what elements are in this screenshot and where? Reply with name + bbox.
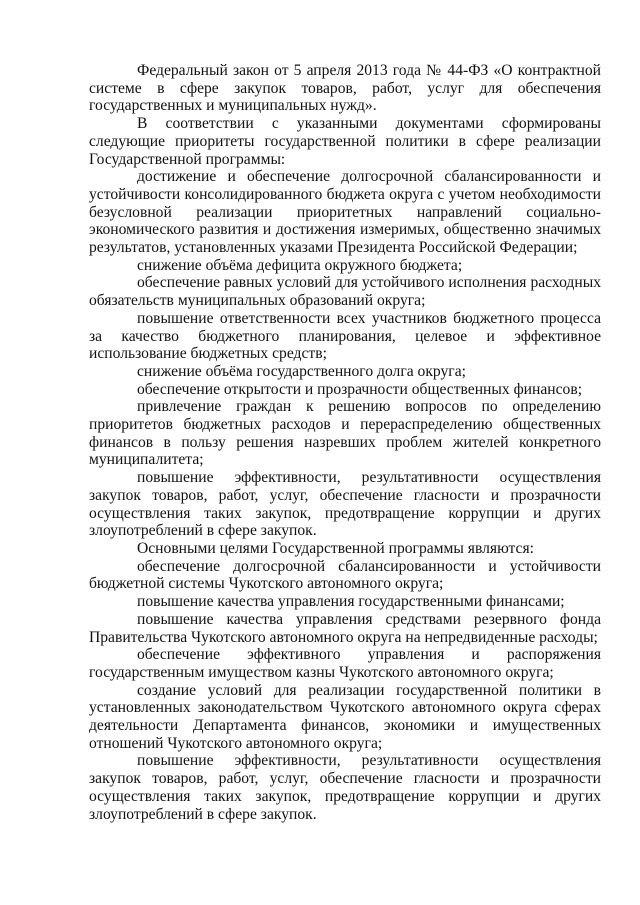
paragraph-goal-balance: обеспечение долгосрочной сбалансированности и устойчивости бюджетной системы Чукотского автономного округа;: [89, 557, 601, 593]
paragraph-goal-property: обеспечение эффективного управления и распоряжения государственным имуществом казны Чукотского автономного округа;: [89, 646, 601, 681]
paragraph-priority-transparency: обеспечение открытости и прозрачности общественных финансов;: [137, 380, 583, 398]
paragraph-priorities-intro: В соответствии с указанными документами сформированы следующие приоритеты государственной политики в сфере реализации Государственной программы:: [89, 115, 601, 168]
paragraph-goal-reserve-fund: повышение качества управления средствами резервного фонда Правительства Чукотского автономного округа на непредвиденные расходы;: [89, 610, 601, 646]
paragraph-priority-debt: снижение объёма государственного долга округа;: [137, 362, 466, 380]
document-body: [89, 62, 601, 823]
paragraph-priority-procurement: повышение эффективности, результативности осуществления закупок товаров, работ, услуг, обеспечение гласности и прозрачности осуществления таких закупок, предотвращение коррупции и других злоупотреблений в сфере закупок.: [89, 469, 601, 540]
paragraph-goal-department: создание условий для реализации государственной политики в установленных законодательством Чукотского автономного округа сферах деятельности Департамента финансов, экономики и имущественных отношений Чукотского автономного округа;: [89, 681, 601, 752]
paragraph-priority-citizens: привлечение граждан к решению вопросов по определению приоритетов бюджетных расходов и перераспределению общественных финансов в пользу решения назревших проблем жителей конкретного муниципалитета;: [89, 398, 601, 469]
paragraph-priority-deficit: снижение объёма дефицита окружного бюджета;: [137, 256, 463, 274]
paragraph-goals-intro: Основными целями Государственной программы являются:: [137, 539, 534, 557]
paragraph-priority-balance: достижение и обеспечение долгосрочной сбалансированности и устойчивости консолидированного бюджета округа с учетом необходимости безусловной реализации приоритетных направлений социально-экономического развития и достижения измеримых, общественно значимых результатов, установленных указами Президента Российской Федерации;: [89, 168, 601, 257]
paragraph-priority-equal-conditions: обеспечение равных условий для устойчивого исполнения расходных обязательств муниципальных образований округа;: [89, 274, 601, 310]
paragraph-goal-procurement: повышение эффективности, результативности осуществления закупок товаров, работ, услуг, обеспечение гласности и прозрачности осуществления таких закупок, предотвращение коррупции и других злоупотреблений в сфере закупок.: [89, 752, 601, 823]
paragraph-goal-finance-quality: повышение качества управления государственными финансами;: [137, 593, 565, 611]
paragraph-priority-responsibility: повышение ответственности всех участников бюджетного процесса за качество бюджетного планирования, целевое и эффективное использование бюджетных средств;: [89, 309, 601, 363]
paragraph-federal-law: Федеральный закон от 5 апреля 2013 года № 44-ФЗ «О контрактной системе в сфере закупок товаров, работ, услуг для обеспечения государственных и муниципальных нужд».: [89, 62, 601, 115]
